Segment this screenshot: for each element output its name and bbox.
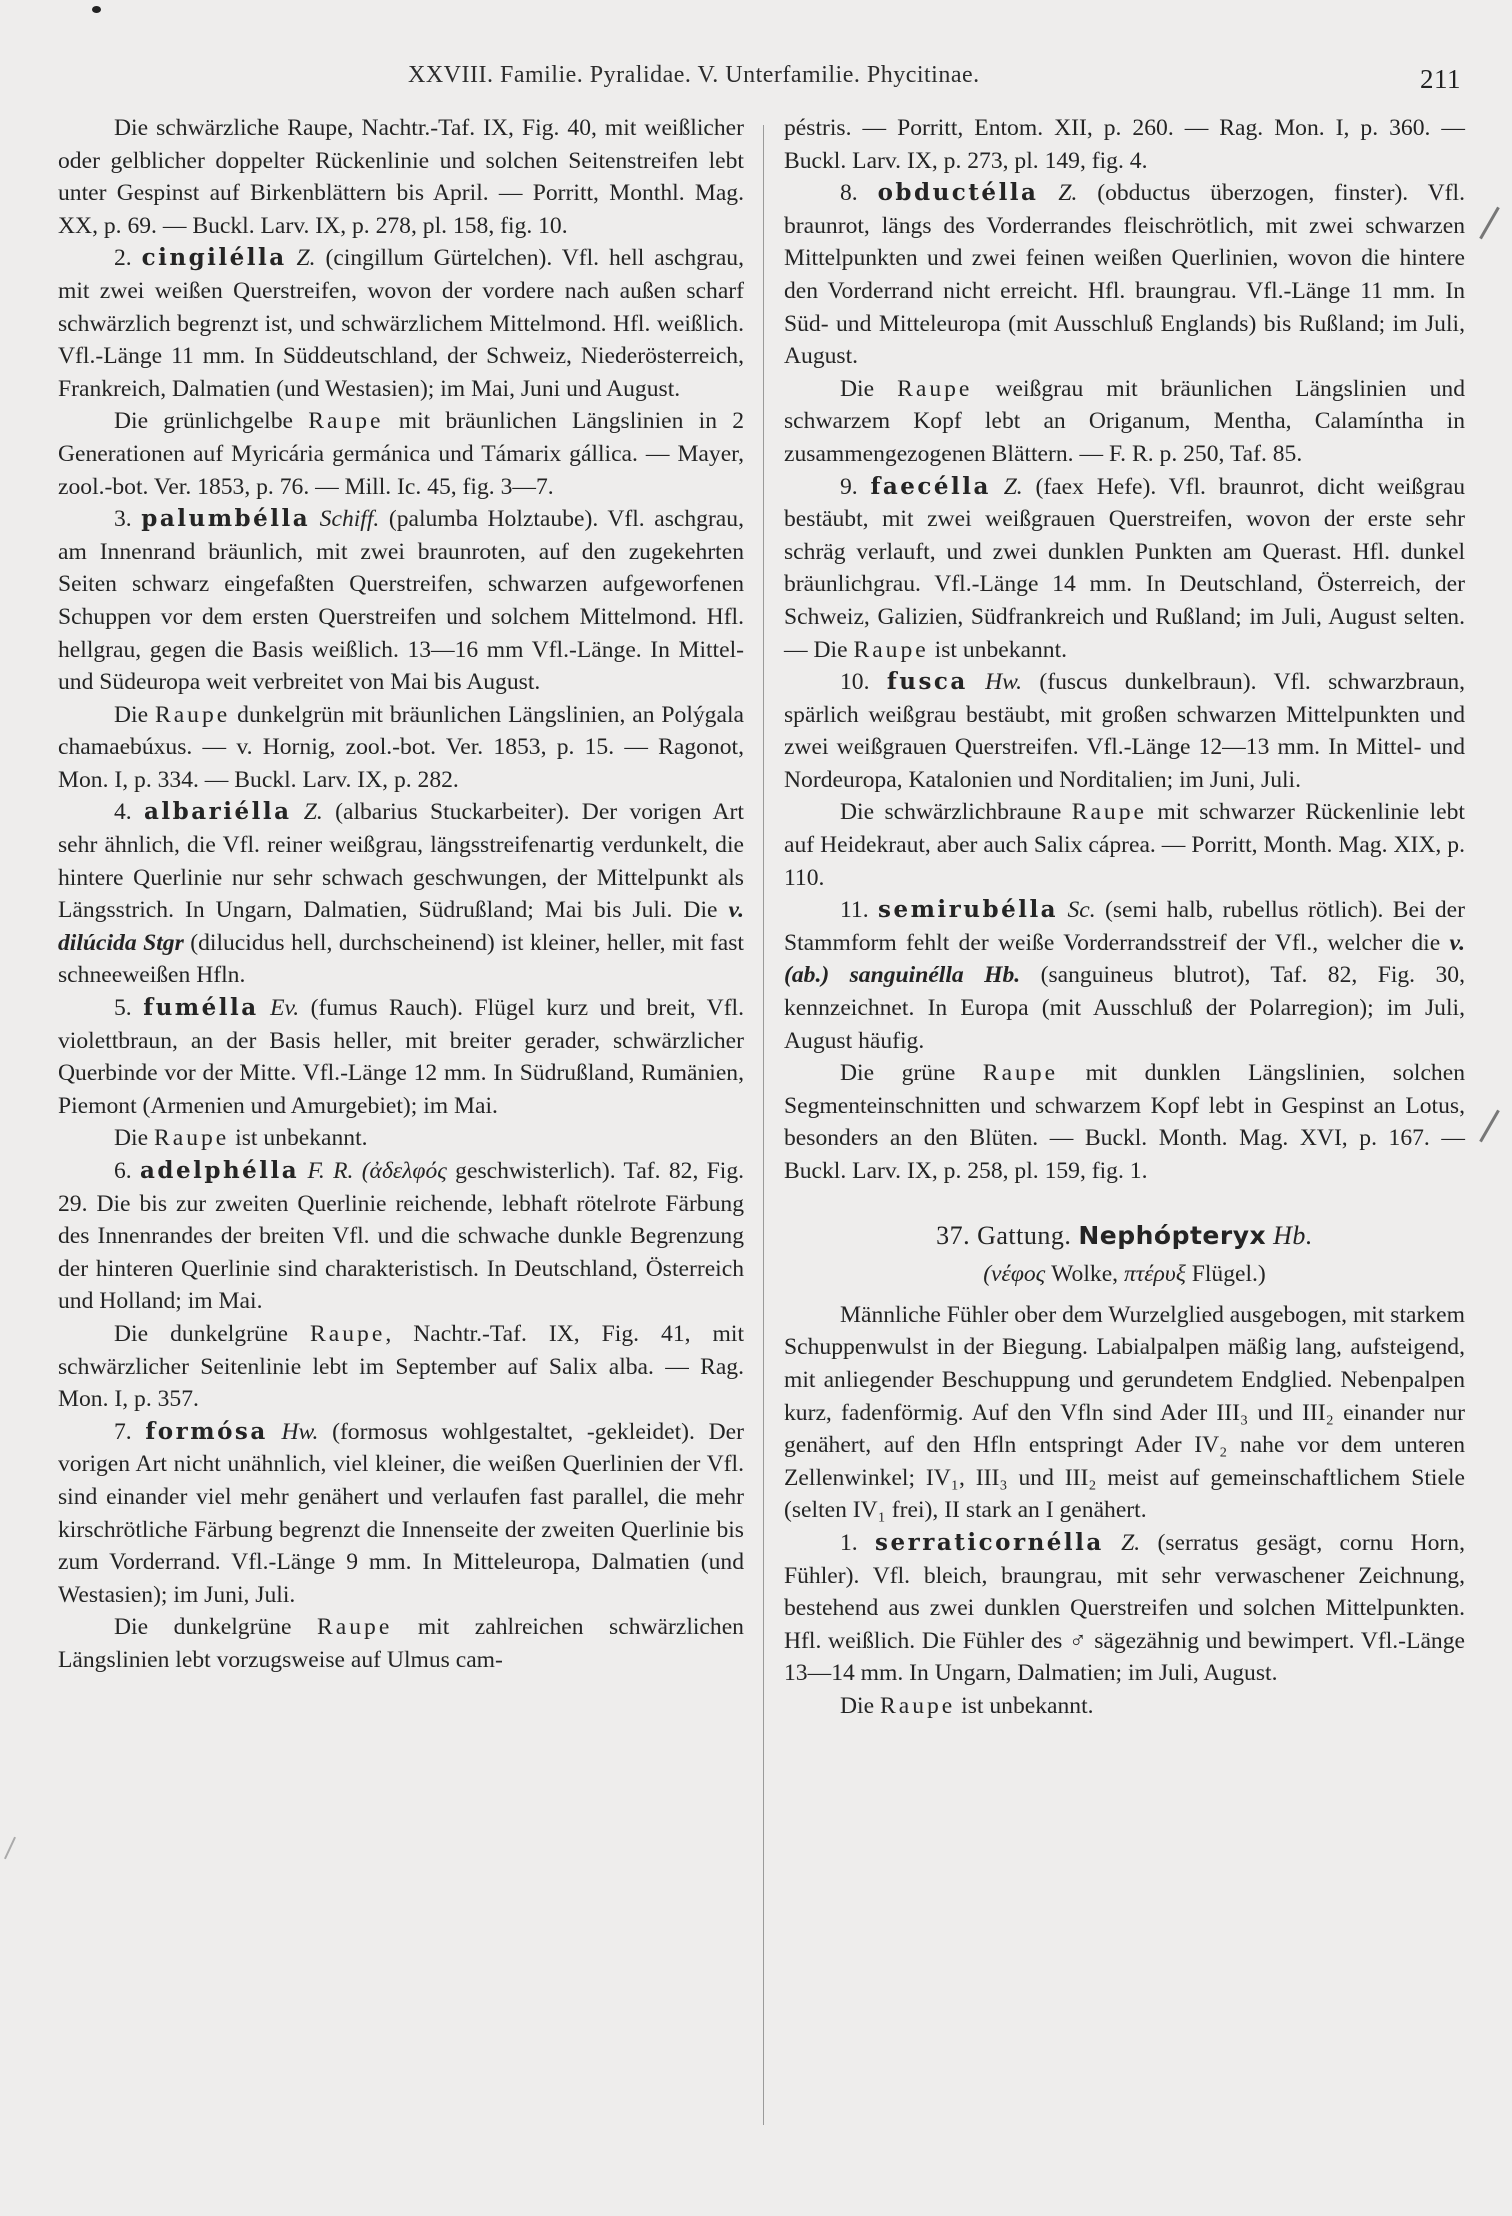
- species-entry: 3. palumbélla Schiff. (palumba Holztaube). Vfl. aschgrau, am Innenrand bräunlich, mit zwei braunroten, auf den zugekehrten Seiten schwarz eingefaßten Querstreifen, schwarzen aufgeworfenen Schuppen vor dem ersten Querstreifen und solchem Mittelmond. Hfl. hellgrau, gegen die Basis weißlich. 13—16 mm Vfl.-Länge. In Mittel- und Südeuropa weit verbreitet von Mai bis August.: [58, 505, 744, 696]
- species-name: obductélla: [877, 179, 1039, 207]
- species-entry: 2. cingilélla Z. (cingillum Gürtelchen). Vfl. hell aschgrau, mit zwei weißen Querstreifen, wovon der vordere nach außen scharf schwärzlich begrenzt ist, und schwärzlichem Mittelmond. Hfl. weißlich. Vfl.-Länge 11 mm. In Süddeutschland, der Schweiz, Niederösterreich, Frankreich, Dalmatien (und Westasien); im Mai, Juni und August.: [58, 244, 744, 402]
- column-divider: [763, 125, 764, 2125]
- larva-paragraph: Die Raupe dunkelgrün mit bräunlichen Längslinien, an Polýgala chamaebúxus. — v. Hornig, zool.-bot. Ver. 1853, p. 15. — Ragonot, Mon. I, p. 334. — Buckl. Larv. IX, p. 282.: [58, 701, 744, 793]
- species-name: adelphélla: [140, 1157, 300, 1184]
- larva-paragraph: Die Raupe ist unbekannt.: [840, 1692, 1094, 1719]
- species-name: albariélla: [144, 798, 292, 826]
- species-entry: 9. faecélla Z. (faex Hefe). Vfl. braunrot, dicht weißgrau bestäubt, mit zwei weißgrauen Querstreifen, wovon der erste sehr schräg verlauft, und zwei dunklen Punkten am Querast. Hfl. dunkel bräunlichgrau. Vfl.-Länge 14 mm. In Deutschland, Österreich, der Schweiz, Galizien, Südfrankreich und Rußland; im Juli, August selten. — Die Raupe ist unbekannt.: [784, 472, 1466, 663]
- species-entry: 11. semirubélla Sc. (semi halb, rubellus rötlich). Bei der Stammform fehlt der weiße Vorderrandsstreif der Vfl., welcher die v. (ab.) sanguinélla Hb. (sanguineus blutrot), Taf. 82, Fig. 30, kennzeichnet. In Europa (mit Ausschluß der Polarregion); im Juli, August häufig.: [784, 896, 1466, 1054]
- page-speck: [92, 6, 101, 13]
- species-entry: 5. fumélla Ev. (fumus Rauch). Flügel kurz und breit, Vfl. violettbraun, an der Basis heller, mit breiter gerader, schwärzlicher Querbinde vor der Mitte. Vfl.-Länge 12 mm. In Südrußland, Rumänien, Piemont (Armenien und Amurgebiet); im Mai.: [58, 994, 745, 1119]
- larva-paragraph: Die schwärzlichbraune Raupe mit schwarzer Rückenlinie lebt auf Heidekraut, aber auch Salix cáprea. — Porritt, Month. Mag. XIX, p. 110.: [784, 799, 1465, 891]
- larva-paragraph: Die dunkelgrüne Raupe mit zahlreichen schwärzlichen Längslinien lebt vorzugsweise auf Ulmus cam-: [58, 1614, 744, 1673]
- species-name: semirubélla: [878, 896, 1059, 924]
- larva-paragraph: Die Raupe ist unbekannt.: [114, 1125, 368, 1152]
- larva-paragraph: Die dunkelgrüne Raupe, Nachtr.-Taf. IX, Fig. 41, mit schwärzlicher Seitenlinie lebt im September auf Salix alba. — Rag. Mon. I, p. 357.: [58, 1320, 744, 1413]
- species-name: faecélla: [870, 472, 991, 500]
- species-entry: 8. obductélla Z. (obductus überzogen, finster). Vfl. braunrot, längs des Vorderrandes fleischrötlich, mit zwei schwarzen Mittelpunkten und zwei feinen weißen Querlinien, wovon die hintere den Vorderrand nicht erreicht. Hfl. braungrau. Vfl.-Länge 11 mm. In Süd- und Mitteleuropa (mit Ausschluß Englands) bis Rußland; im Juli, August.: [784, 179, 1465, 370]
- right-column: [784, 112, 1465, 1723]
- species-entry: 6. adelphélla F. R. (ἀδελφός geschwisterlich). Taf. 82, Fig. 29. Die bis zur zweiten Querlinie reichende, lebhaft rötelrote Färbung des Innenrandes der breiten Vfl. und die schwache dunkle Begrenzung der hinteren Querlinie sind charakteristisch. In Deutschland, Österreich und Holland; im Mai.: [58, 1157, 745, 1315]
- paragraph: Die schwärzliche Raupe, Nachtr.-Taf. IX, Fig. 40, mit weißlicher oder gelblicher doppelter Rückenlinie und solchen Seitenstreifen lebt unter Gespinst auf Birkenblättern bis April. — Porritt, Monthl. Mag. XX, p. 69. — Buckl. Larv. IX, p. 278, pl. 158, fig. 10.: [58, 115, 744, 239]
- species-name: fusca: [886, 668, 968, 696]
- species-name: formósa: [145, 1417, 268, 1445]
- genus-etymology: (νέφος Wolke, πτέρυξ Flügel.): [983, 1261, 1266, 1288]
- margin-pencil-mark: [1479, 207, 1500, 240]
- larva-paragraph: Die Raupe weißgrau mit bräunlichen Längslinien und schwarzem Kopf lebt an Origanum, Mentha, Calamíntha in zusammengezogenen Blättern. — F. R. p. 250, Taf. 85.: [784, 375, 1465, 467]
- species-name: cingilélla: [141, 244, 287, 272]
- species-name: fumélla: [143, 994, 259, 1022]
- species-entry: 1. serraticornélla Z. (serratus gesägt, cornu Horn, Fühler). Vfl. bleich, braungrau, mit sehr verwaschener Zeichnung, bestehend aus zwei dunklen Querstreifen und solchen Mittelpunkten. Hfl. weißlich. Die Fühler des ♂ sägezähnig und bewimpert. Vfl.-Länge 13—14 mm. In Ungarn, Dalmatien; im Juli, August.: [784, 1528, 1465, 1687]
- species-entry: 7. formósa Hw. (formosus wohlgestaltet, -gekleidet). Der vorigen Art nicht unähnlich, viel kleiner, die weißen Querlinien der Vfl. sind einander viel mehr genähert und verlaufen fast parallel, die mehr kirschrötliche Färbung begrenzt die Innenseite der zweiten Querlinie bis zum Vorderrand. Vfl.-Länge 9 mm. In Mitteleuropa, Dalmatien (und Westasien); im Juni, Juli.: [58, 1417, 744, 1608]
- variety-name: v. (ab.) sanguinélla Hb.: [784, 929, 1466, 989]
- paragraph: péstris. — Porritt, Entom. XII, p. 260. — Rag. Mon. I, p. 360. — Buckl. Larv. IX, p. 273, pl. 149, fig. 4.: [784, 115, 1465, 174]
- genus-description: Männliche Fühler ober dem Wurzelglied ausgebogen, mit starkem Schuppenwulst in der Biegung. Labialpalpen mäßig lang, aufsteigend, mit anliegender Beschuppung und gerundetem Endglied. Nebenpalpen kurz, fadenförmig. Auf den Vfln sind Ader III₃ und III₂ einander nur genähert, auf den Hfln entspringt Ader IV₂ nahe vor dem unteren Zellenwinkel; IV₁, III₃ und III₂ meist auf gemeinschaftlichem Stiele (selten IV₁ frei), II stark an I genähert.: [784, 1301, 1465, 1524]
- running-title: XXVIII. Familie. Pyralidae. V. Unterfamilie. Phycitinae.: [408, 62, 980, 88]
- species-entry: 10. fusca Hw. (fuscus dunkelbraun). Vfl. schwarzbraun, spärlich weißgrau bestäubt, mit großen schwarzen Mittelpunkten und zwei weißgrauen Querstreifen. Vfl.-Länge 12—13 mm. In Mittel- und Nordeuropa, Katalonien und Norditalien; im Juni, Juli.: [784, 668, 1466, 793]
- species-entry: 4. albariélla Z. (albarius Stuckarbeiter). Der vorigen Art sehr ähnlich, die Vfl. reiner weißgrau, längsstreifenartig verdunkelt, die hintere Querlinie nur sehr schwach geschwungen, der Mittelpunkt als Längsstrich. In Ungarn, Dalmatien, Südrußland; Mai bis Juli. Die v. dilúcida Stgr (dilucidus hell, durchscheinend) ist kleiner, heller, mit fast schneeweißen Hfln.: [58, 798, 744, 989]
- running-header: [0, 58, 1512, 98]
- variety-name: v. dilúcida Stgr: [58, 897, 744, 956]
- margin-pencil-mark: [4, 1837, 16, 1860]
- genus-name: Nephópteryx: [1078, 1220, 1267, 1250]
- larva-paragraph: Die grüne Raupe mit dunklen Längslinien, solchen Segmenteinschnitten und schwarzem Kopf lebt in Gespinst an Lotus, besonders an den Blüten. — Buckl. Month. Mag. XVI, p. 167. — Buckl. Larv. IX, p. 258, pl. 159, fig. 1.: [784, 1060, 1465, 1184]
- species-name: palumbélla: [141, 505, 311, 533]
- page-number: 211: [1420, 64, 1461, 94]
- larva-paragraph: Die grünlichgelbe Raupe mit bräunlichen Längslinien in 2 Generationen auf Myricária germánica und Támarix gállica. — Mayer, zool.-bot. Ver. 1853, p. 76. — Mill. Ic. 45, fig. 3—7.: [58, 408, 745, 500]
- genus-heading: 37. Gattung. Nephópteryx Hb.: [936, 1220, 1313, 1250]
- margin-pencil-mark: [1479, 1110, 1500, 1143]
- species-name: serraticornélla: [875, 1528, 1104, 1556]
- left-column: [58, 112, 744, 1677]
